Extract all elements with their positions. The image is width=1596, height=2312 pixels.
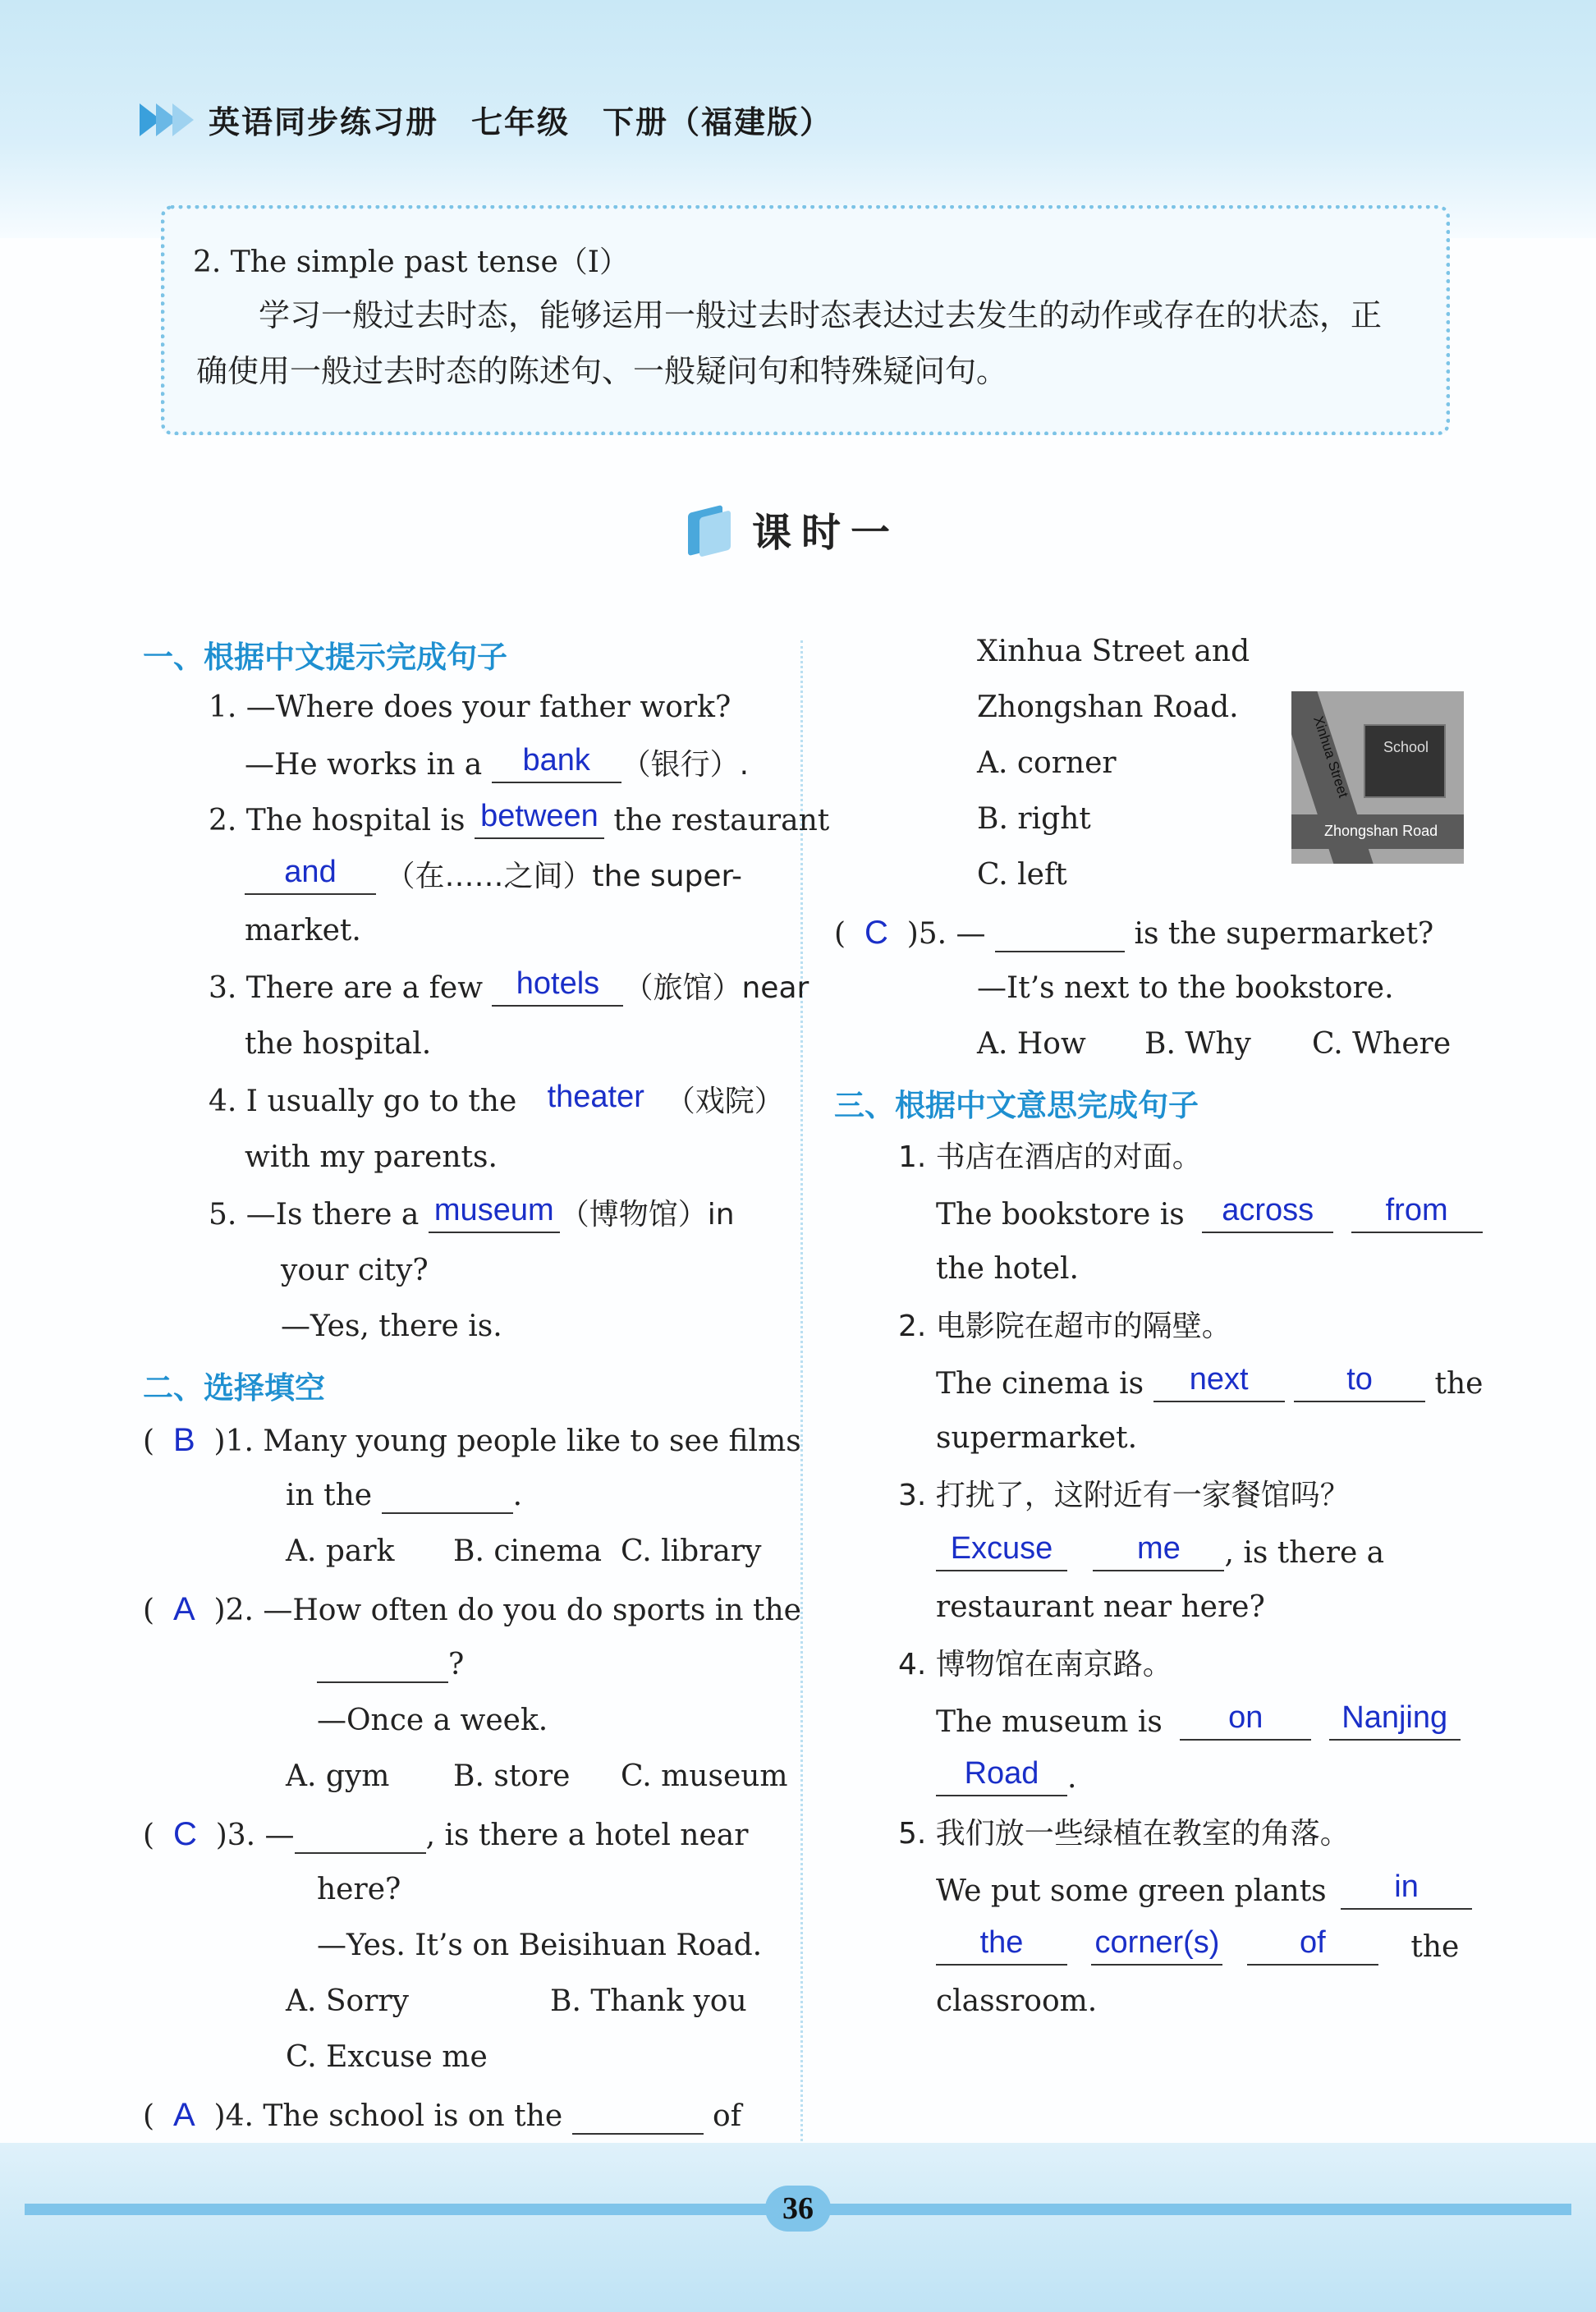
s1-q1-line1: 1. —Where does your father work? [209,690,732,724]
book-icon [683,504,734,555]
s1-q5-line2: your city? [281,1254,429,1287]
answer-blank [1180,1700,1311,1741]
s1-q3-line2: the hospital. [245,1027,432,1061]
answer: from [1385,1193,1448,1227]
text: The museum is [936,1705,1163,1739]
paren: ( [143,1424,173,1458]
s2-q2-opt-a: A. gym [286,1759,390,1793]
s2-q1-line1 [143,1422,801,1460]
lesson-title: 课时一 [752,510,901,556]
answer-blank [475,799,604,839]
paren: ) [195,1594,226,1627]
blank [317,1649,448,1683]
s2-q3-opt-b: B. Thank you [550,1984,747,2018]
text: 5. — [918,917,986,951]
answer: in [1394,1869,1419,1904]
s3-q4-line2 [936,1700,1461,1741]
s2-q3-opt-a: A. Sorry [286,1984,409,2018]
s2-q1-opt-b: B. cinema [453,1534,603,1568]
answer-blank [492,966,623,1007]
blank [995,918,1125,952]
s3-q1-line3: the hotel. [936,1252,1079,1286]
s3-q1-line2 [936,1193,1483,1233]
s2-q5-line2: —It’s next to the bookstore. [977,971,1394,1005]
s3-q4-line3 [936,1756,1077,1796]
s1-q3-line1 [209,966,809,1007]
answer: and [284,855,337,889]
text: ? [448,1648,465,1681]
answer: Excuse [950,1531,1053,1566]
answer-blank [1153,1362,1285,1402]
s1-q4-line2: with my parents. [245,1140,498,1174]
map-label-road: Zhongshan Road [1324,823,1438,839]
text: （在……之间）the super- [385,860,743,893]
section1-heading: 一、根据中文提示完成句子 [143,640,507,675]
s2-q4-line2: Xinhua Street and [977,635,1250,668]
text: The cinema is [936,1367,1144,1401]
text: The bookstore is [936,1198,1185,1232]
text: We put some green plants [936,1874,1327,1908]
s3-q3-line3: restaurant near here? [936,1590,1265,1624]
objective-text: 学习一般过去时态，能够运用一般过去时态表达过去发生的动作或存在的状态，正确使用一般过去时态的陈述句、一般疑问句和特殊疑问句。 [196,297,1383,389]
choice-answer: A [172,2097,195,2133]
s3-q3-chinese: 3. 打扰了，这附近有一家餐馆吗？ [898,1479,1350,1512]
text: 3. There are a few [209,971,484,1005]
section2-heading: 二、选择填空 [143,1370,325,1406]
page-header [140,97,832,142]
text: —He works in a [245,748,483,782]
text: . [1067,1761,1077,1795]
choice-answer: C [864,915,888,951]
paren: ( [143,1594,173,1627]
column-divider [800,640,803,2151]
s2-q2-line1 [143,1591,801,1629]
answer: museum [433,1193,554,1227]
s3-q1-chinese: 1. 书店在酒店的对面。 [898,1140,1202,1174]
s2-q4-line1 [143,2097,741,2135]
answer: hotels [516,966,600,1001]
paren: ) [195,1424,226,1458]
s2-q2-line3: —Once a week. [317,1704,548,1737]
answer-blank [245,855,376,895]
s2-q5-opt-c: C. Where [1312,1027,1452,1061]
text: is the supermarket? [1134,917,1434,951]
s3-q5-chinese: 5. 我们放一些绿植在教室的角落。 [898,1817,1350,1851]
s2-q4-opt-c: C. left [977,858,1067,892]
answer-blank [1329,1700,1461,1741]
answer-blank [1341,1869,1472,1910]
text: 2. The hospital is [209,804,466,837]
s2-q3-line1 [143,1816,748,1854]
answer: between [480,799,598,833]
text: 1. Many young people like to see films [225,1424,801,1458]
text: . [512,1479,523,1512]
answer-blank [1247,1925,1378,1966]
s2-q5-opt-b: B. Why [1144,1027,1251,1061]
text: （博物馆）in [559,1198,735,1232]
s1-q5-line1 [209,1193,735,1233]
blank [382,1479,513,1514]
choice-answer: B [172,1422,195,1458]
s2-q1-opt-c: C. library [621,1534,762,1568]
s2-q2-opt-c: C. museum [621,1759,788,1793]
s3-q5-line3 [936,1925,1460,1966]
text: 5. —Is there a [209,1198,420,1232]
s2-q1-line2 [286,1478,522,1514]
answer-blank [1093,1531,1224,1571]
paren: ( [834,917,864,951]
s2-q5-opt-a: A. How [977,1027,1086,1061]
choice-answer: A [172,1591,195,1627]
learning-objective-box [161,205,1450,435]
s2-q3-opt-c: C. Excuse me [286,2040,488,2074]
text: （旅馆）near [623,971,809,1005]
text: of [713,2099,742,2133]
choice-answer: C [172,1816,197,1852]
answer-blank [936,1531,1067,1571]
s3-q4-chinese: 4. 博物馆在南京路。 [898,1648,1172,1681]
s2-q5-line1 [834,915,1433,952]
answer: bank [522,743,590,778]
text: 3. — [227,1819,295,1852]
map-label-street: Xinhua Street [1310,713,1351,800]
answer-blank [936,1756,1067,1796]
paren: ( [143,1819,173,1852]
book-title: 英语同步练习册 七年级 下册（福建版） [209,104,833,140]
text: （戏院） [665,1085,784,1118]
s1-q2-line2 [245,855,743,895]
arrows-icon [140,103,189,136]
text: , is there a hotel near [425,1819,749,1852]
answer-blank [1091,1925,1222,1966]
text: （银行）. [621,748,750,782]
s3-q5-line2 [936,1869,1472,1910]
answer: on [1228,1700,1264,1735]
answer: to [1346,1362,1373,1397]
text: 2. —How often do you do sports in the [225,1594,801,1627]
answer: theater [547,1080,644,1114]
s2-q4-line3: Zhongshan Road. [977,690,1239,724]
answer: across [1222,1193,1314,1227]
s2-q2-opt-b: B. store [453,1759,571,1793]
answer-blank [526,1080,666,1120]
s2-q3-line3: —Yes. It’s on Beisihuan Road. [317,1929,763,1962]
answer-blank [429,1193,560,1233]
s1-q4-line1 [209,1080,784,1120]
map-label-school: School [1383,739,1429,755]
objective-title: 2. The simple past tense（Ⅰ） [193,245,630,279]
answer-blank [492,743,621,783]
s1-q2-line3: market. [245,914,361,947]
paren: ) [195,2099,226,2133]
answer-blank [1294,1362,1425,1402]
blank [295,1819,426,1854]
s3-q2-line3: supermarket. [936,1421,1138,1455]
answer: Nanjing [1341,1700,1448,1735]
paren: ( [143,2099,173,2133]
s2-q2-line2 [317,1647,464,1683]
text: the restaurant [613,804,830,837]
answer: corner(s) [1094,1925,1220,1960]
text: , is there a [1224,1536,1385,1570]
answer-blank [936,1925,1067,1966]
s3-q2-chinese: 2. 电影院在超市的隔壁。 [898,1310,1231,1343]
answer: Road [964,1756,1039,1791]
answer: next [1189,1362,1249,1397]
text: 4. The school is on the [225,2099,563,2133]
answer: of [1300,1925,1326,1960]
text: in the [286,1479,373,1512]
section3-heading: 三、根据中文意思完成句子 [834,1088,1199,1123]
s3-q3-line2 [936,1531,1385,1571]
answer: the [979,1925,1024,1960]
text: the [1410,1930,1460,1964]
page-number: 36 [765,2186,831,2232]
s2-q1-opt-a: A. park [286,1534,395,1568]
paren: ) [196,1819,227,1852]
lesson-heading [683,501,900,557]
s2-q4-opt-a: A. corner [977,746,1117,780]
s1-q1-line2 [245,743,750,783]
text: 4. I usually go to the [209,1085,517,1118]
s2-q3-line2: here? [317,1873,401,1906]
paren: ) [887,917,919,951]
s1-q2-line1 [209,799,830,839]
answer: me [1137,1531,1181,1566]
s2-q4-opt-b: B. right [977,802,1091,836]
answer-blank [1202,1193,1333,1233]
answer-blank [1351,1193,1483,1233]
text: the [1434,1367,1484,1401]
s1-q5-line3: —Yes, there is. [281,1310,502,1343]
s3-q5-line4: classroom. [936,1984,1098,2018]
blank [572,2100,704,2135]
s3-q2-line2 [936,1362,1484,1402]
street-map-image [1291,691,1464,864]
